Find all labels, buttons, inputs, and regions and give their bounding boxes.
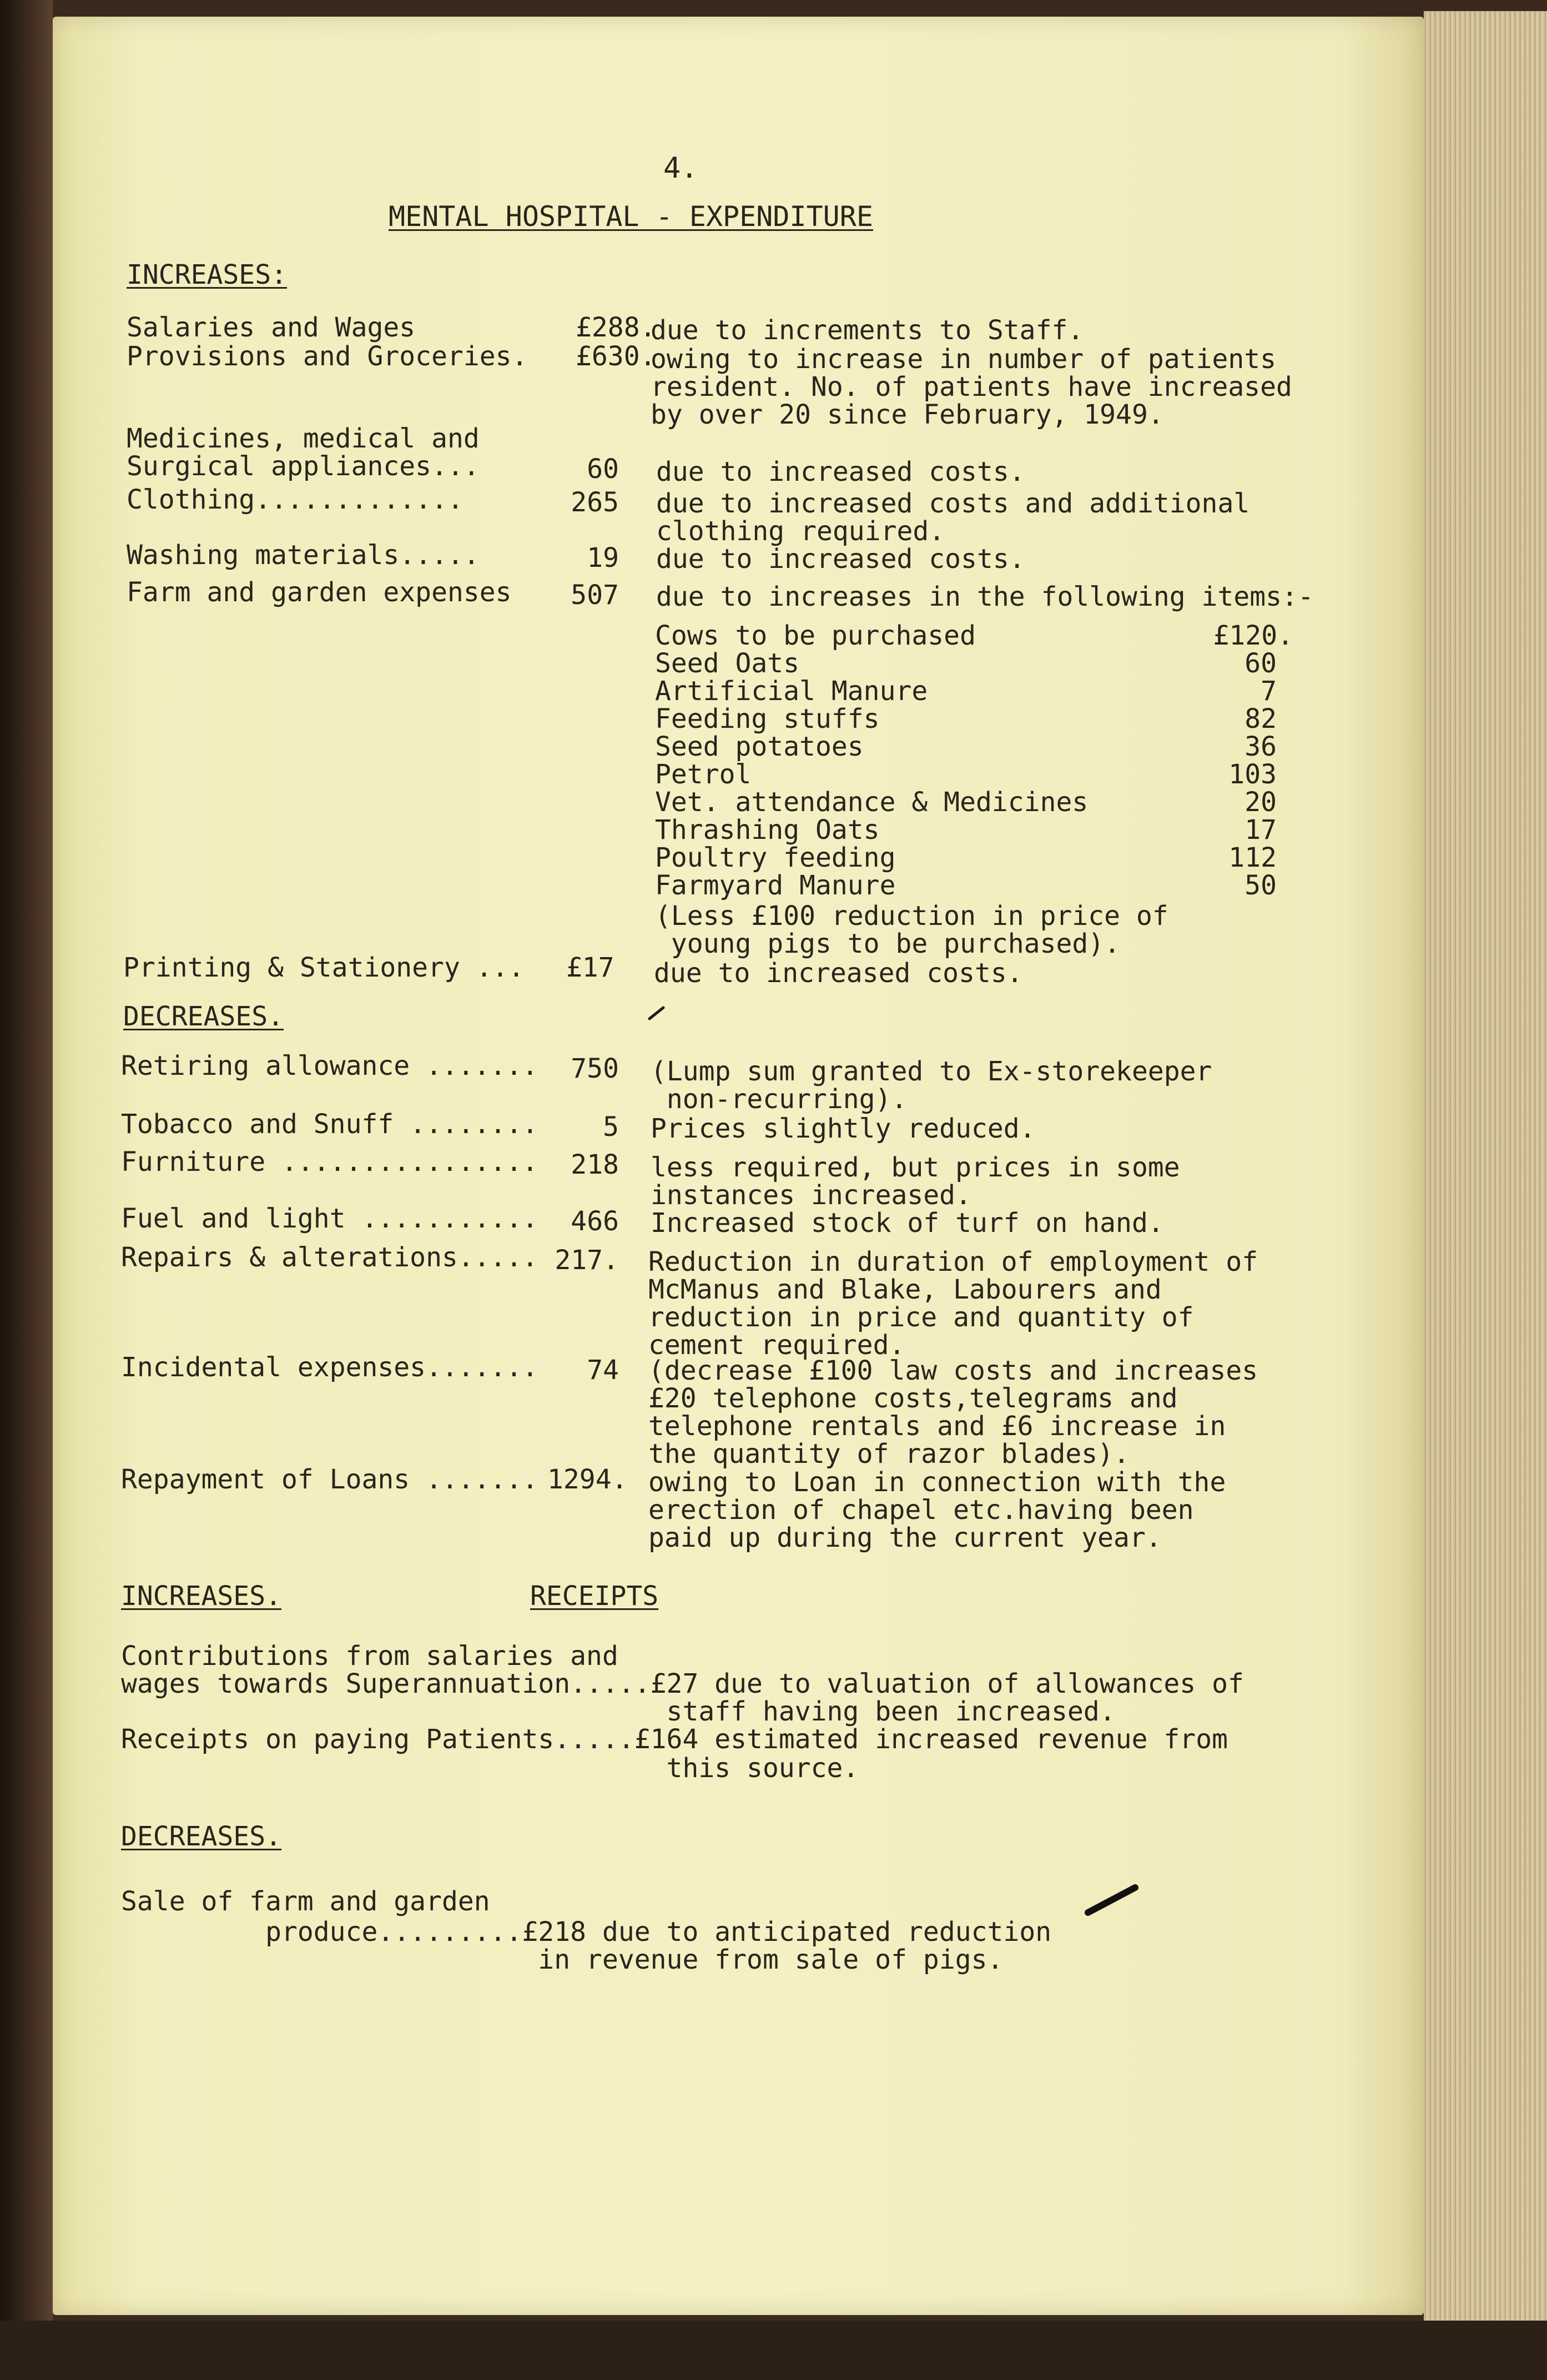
farm-item: Petrol — [655, 759, 752, 790]
decrease-label: Tobacco and Snuff ........ — [121, 1109, 538, 1140]
farm-item: Seed Oats — [655, 648, 800, 679]
increase-amount: 60 — [587, 454, 619, 485]
decrease-note: (decrease £100 law costs and increases — [648, 1355, 1258, 1386]
farm-less-note: young pigs to be purchased). — [655, 928, 1121, 959]
decrease-note: paid up during the current year. — [648, 1522, 1162, 1553]
decrease-label: Retiring allowance ....... — [121, 1050, 538, 1081]
decrease-note: McManus and Blake, Labourers and — [648, 1274, 1162, 1305]
increase-amount: 19 — [587, 542, 619, 573]
decrease-note: the quantity of razor blades). — [648, 1438, 1130, 1470]
increase-label: Salaries and Wages — [127, 312, 416, 343]
decrease-label: Incidental expenses....... — [121, 1352, 538, 1383]
farm-item: Thrashing Oats — [655, 814, 880, 846]
increase-amount: 265 — [571, 487, 619, 518]
receipts-decreases-heading: DECREASES. — [121, 1821, 281, 1852]
increase-label: Medicines, medical and — [127, 423, 480, 454]
decrease-note: instances increased. — [651, 1180, 971, 1211]
decrease-note: less required, but prices in some — [651, 1152, 1180, 1183]
decrease-label: Furniture ................ — [121, 1146, 538, 1178]
printing-amount: £17 — [566, 952, 614, 983]
checkmark-icon — [644, 994, 688, 1027]
increase-note: due to increased costs. — [656, 544, 1025, 575]
increase-note: by over 20 since February, 1949. — [651, 399, 1164, 430]
increase-note: resident. No. of patients have increased — [651, 371, 1292, 402]
decrease-note: cement required. — [648, 1330, 905, 1361]
increase-note: due to increments to Staff. — [651, 315, 1084, 346]
increase-label: Provisions and Groceries. — [127, 341, 528, 372]
decrease-amount: 217. — [555, 1245, 619, 1276]
increase-note: due to increased costs and additional — [656, 488, 1250, 519]
decrease-label: Repairs & alterations..... — [121, 1242, 538, 1273]
decrease-note: telephone rentals and £6 increase in — [648, 1411, 1226, 1442]
receipts-heading: RECEIPTS — [530, 1581, 659, 1612]
farm-item: Vet. attendance & Medicines — [655, 787, 1089, 818]
printing-note: due to increased costs. — [654, 958, 1023, 989]
farm-item-amount: 20 — [1244, 787, 1277, 818]
receipt-line: this source. — [121, 1753, 859, 1784]
increase-note: due to increased costs. — [656, 456, 1025, 487]
increase-note: owing to increase in number of patients — [651, 344, 1277, 375]
receipt-line: in revenue from sale of pigs. — [121, 1944, 1004, 1975]
decrease-note: Prices slightly reduced. — [651, 1113, 1036, 1144]
page-title: MENTAL HOSPITAL - EXPENDITURE — [389, 200, 873, 233]
receipt-line: Sale of farm and garden — [121, 1886, 490, 1917]
receipt-line: Contributions from salaries and — [121, 1641, 618, 1672]
farm-item: Feeding stuffs — [655, 703, 880, 734]
increase-note: clothing required. — [656, 516, 945, 547]
farm-item-amount: 50 — [1244, 870, 1277, 901]
increase-label: Washing materials..... — [127, 540, 480, 571]
decrease-note: £20 telephone costs,telegrams and — [648, 1383, 1178, 1414]
decrease-note: non-recurring). — [651, 1084, 908, 1115]
decrease-amount: 74 — [587, 1355, 619, 1386]
decrease-amount: 1294. — [547, 1464, 628, 1495]
decrease-note: Increased stock of turf on hand. — [651, 1207, 1164, 1239]
farm-item: Artificial Manure — [655, 676, 928, 707]
farm-item-amount: 17 — [1244, 814, 1277, 846]
receipt-line: staff having been increased. — [121, 1696, 1116, 1727]
decrease-amount: 750 — [571, 1053, 619, 1084]
farm-item-amount: 112 — [1228, 842, 1277, 873]
page-edges — [1424, 11, 1547, 2343]
receipts-increases-heading: INCREASES. — [121, 1581, 281, 1612]
farm-item-amount: 60 — [1244, 648, 1277, 679]
decrease-note: Reduction in duration of employment of — [648, 1246, 1258, 1277]
decrease-note: owing to Loan in connection with the — [648, 1467, 1226, 1498]
decrease-amount: 5 — [603, 1111, 619, 1143]
book-binding — [0, 0, 53, 2380]
farm-item: Seed potatoes — [655, 731, 864, 762]
increases-heading: INCREASES: — [127, 259, 287, 290]
receipt-line: wages towards Superannuation.....£27 due to valuation of allowances of — [121, 1668, 1244, 1699]
decrease-note: reduction in price and quantity of — [648, 1302, 1194, 1333]
farm-item: Poultry feeding — [655, 842, 896, 873]
increase-amount: £630. — [576, 341, 656, 372]
increase-label: Surgical appliances... — [127, 451, 480, 482]
page-number: 4. — [663, 152, 698, 185]
increase-amount: £288. — [576, 312, 656, 343]
book-bottom-edge — [0, 2321, 1547, 2380]
decrease-amount: 466 — [571, 1206, 619, 1237]
farm-less-note: (Less £100 reduction in price of — [655, 900, 1168, 932]
farm-item: Cows to be purchased — [655, 620, 976, 651]
increase-amount: 507 — [571, 580, 619, 611]
decrease-note: erection of chapel etc.having been — [648, 1495, 1194, 1526]
increase-note: due to increases in the following items:- — [656, 581, 1314, 612]
decrease-amount: 218 — [571, 1149, 619, 1180]
receipt-line: produce.........£218 due to anticipated reduction — [121, 1916, 1052, 1948]
decrease-label: Repayment of Loans ....... — [121, 1464, 538, 1495]
farm-item-amount: 82 — [1244, 703, 1277, 734]
decrease-label: Fuel and light ........... — [121, 1203, 538, 1234]
receipt-line: Receipts on paying Patients.....£164 estimated increased revenue from — [121, 1724, 1228, 1755]
decrease-note: (Lump sum granted to Ex-storekeeper — [651, 1056, 1212, 1087]
farm-item-amount: 7 — [1261, 676, 1277, 707]
printing-label: Printing & Stationery ... — [123, 952, 525, 983]
farm-item-amount: 36 — [1244, 731, 1277, 762]
farm-item-amount: 103 — [1228, 759, 1277, 790]
increase-label: Farm and garden expenses — [127, 577, 512, 608]
checkmark-icon — [1082, 1879, 1143, 1924]
farm-item: Farmyard Manure — [655, 870, 896, 901]
decreases-heading: DECREASES. — [123, 1001, 284, 1032]
increase-label: Clothing............. — [127, 484, 463, 515]
farm-item-amount: £120. — [1213, 620, 1293, 651]
